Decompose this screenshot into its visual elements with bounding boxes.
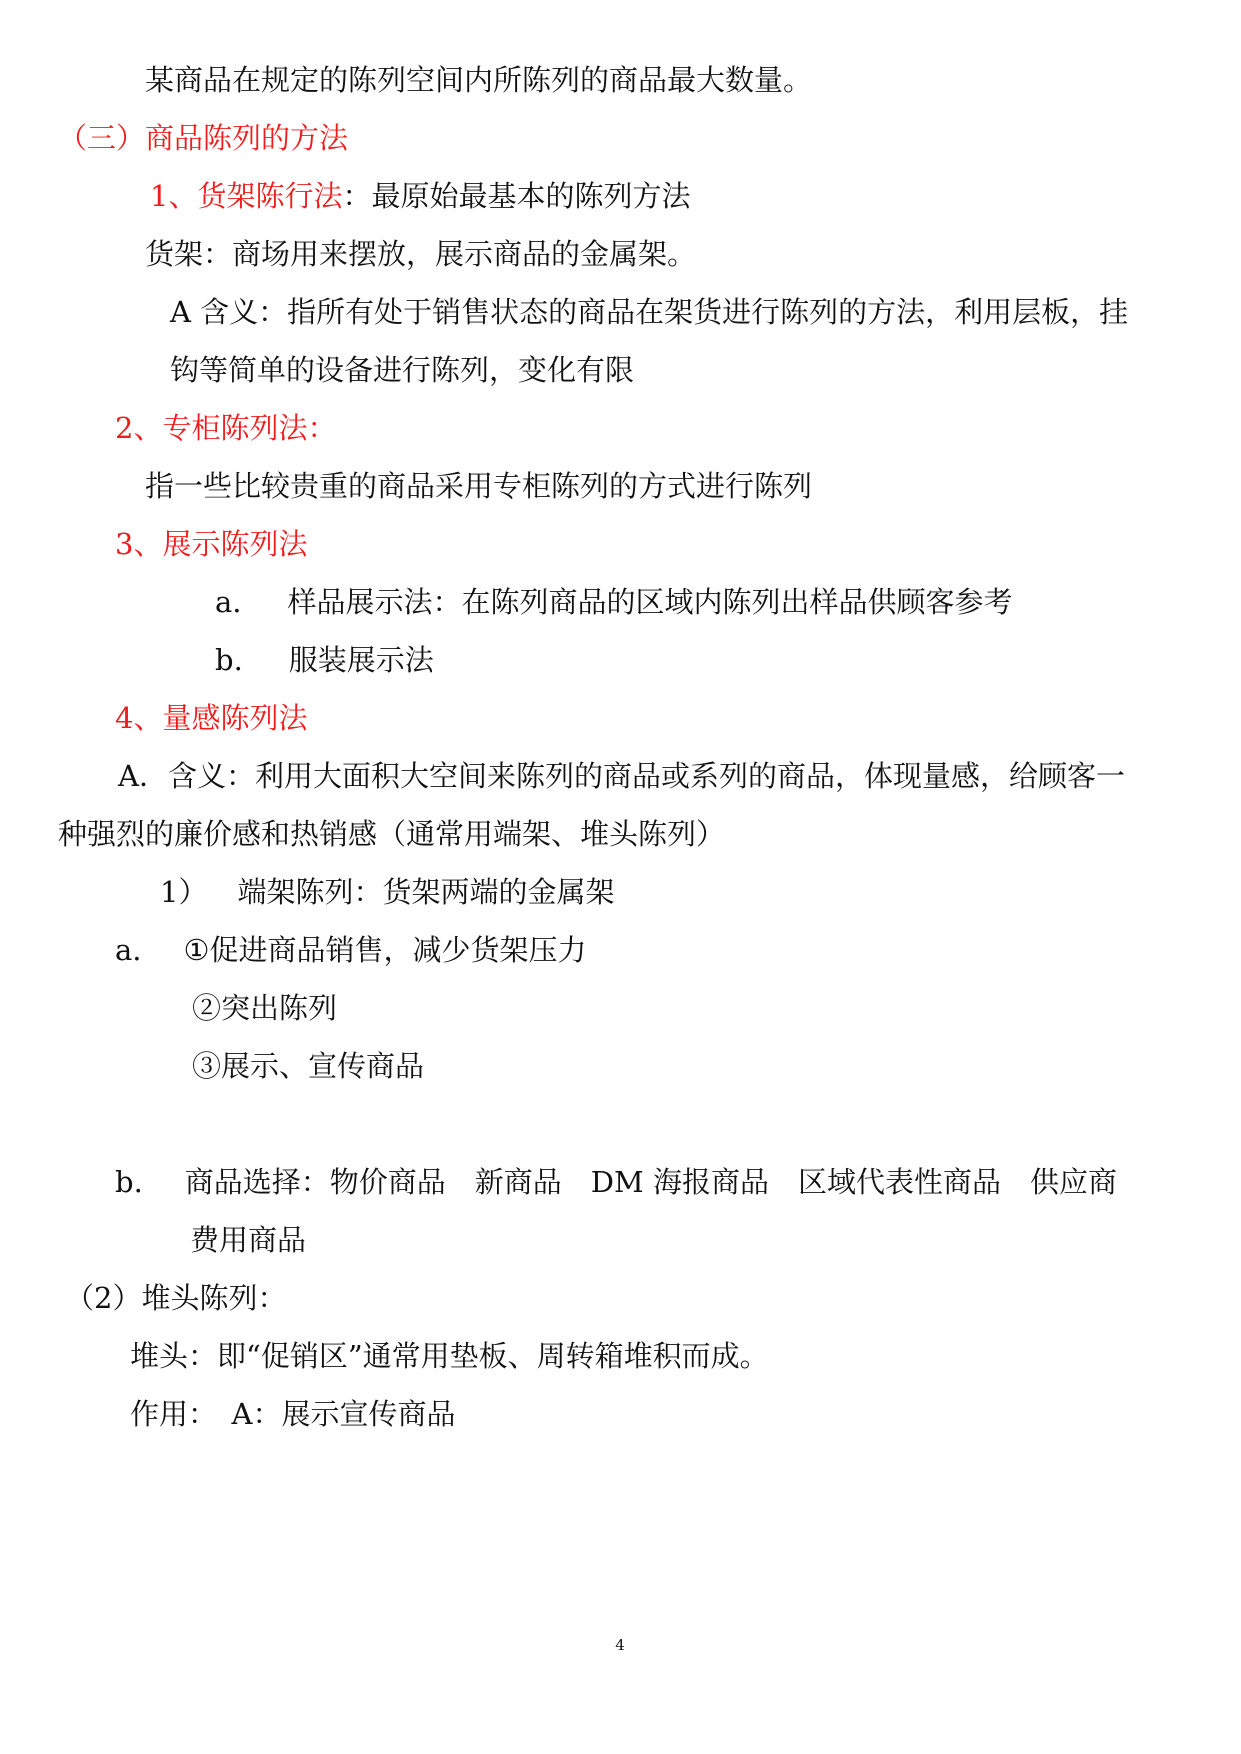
page-number: 4 (615, 1636, 625, 1654)
subsection-heading: 3、展示陈列法 (115, 527, 308, 561)
list-item-text: ①促进商品销售，减少货架压力 (183, 933, 587, 967)
paragraph-line: 指一些比较贵重的商品采用专柜陈列的方式进行陈列 (145, 469, 813, 503)
list-item-text: 样品展示法：在陈列商品的区域内陈列出样品供顾客参考 (287, 585, 1013, 619)
list-item-text: ②突出陈列 (192, 991, 338, 1025)
subsection-heading: 4、量感陈列法 (115, 701, 308, 735)
list-item-text: ③展示、宣传商品 (192, 1049, 425, 1083)
paragraph-line: A．含义：利用大面积大空间来陈列的商品或系列的商品，体现量感，给顾客一 (118, 759, 1125, 793)
subsection-description: ：最原始最基本的陈列方法 (342, 179, 691, 213)
subsection-heading: （2）堆头陈列： (65, 1281, 287, 1315)
paragraph-line: A 含义：指所有处于销售状态的商品在架货进行陈列的方法，利用层板，挂 (170, 295, 1129, 329)
paragraph-line: 钩等简单的设备进行陈列，变化有限 (170, 353, 635, 387)
subsection-heading: 1、货架陈行法 (150, 179, 343, 213)
list-marker: b. (115, 1165, 143, 1199)
list-item-text: 商品选择：物价商品 新商品 DM 海报商品 区域代表性商品 供应商 (184, 1165, 1117, 1199)
list-item (115, 930, 587, 970)
paragraph-line: 堆头：即“促销区”通常用垫板、周转箱堆积而成。 (130, 1339, 769, 1373)
list-marker: a. (115, 933, 142, 967)
list-item-text: 费用商品 (190, 1223, 307, 1257)
list-marker: 1） (160, 875, 208, 909)
list-marker: b. (215, 643, 243, 677)
subsection-heading: 2、专柜陈列法： (115, 411, 337, 445)
paragraph-line: 某商品在规定的陈列空间内所陈列的商品最大数量。 (145, 63, 813, 97)
list-item-text: 端架陈列：货架两端的金属架 (237, 875, 615, 909)
list-item (215, 582, 1013, 622)
section-heading: （三）商品陈列的方法 (58, 121, 349, 155)
subsection-line (150, 176, 690, 216)
list-item-text: 服装展示法 (288, 643, 434, 677)
list-item (160, 872, 614, 912)
list-marker: a. (215, 585, 242, 619)
list-item (215, 640, 434, 680)
paragraph-line: 作用： A：展示宣传商品 (130, 1397, 456, 1431)
paragraph-line: 种强烈的廉价感和热销感（通常用端架、堆头陈列） (58, 817, 726, 851)
list-item (115, 1162, 1117, 1202)
paragraph-line: 货架：商场用来摆放，展示商品的金属架。 (145, 237, 697, 271)
